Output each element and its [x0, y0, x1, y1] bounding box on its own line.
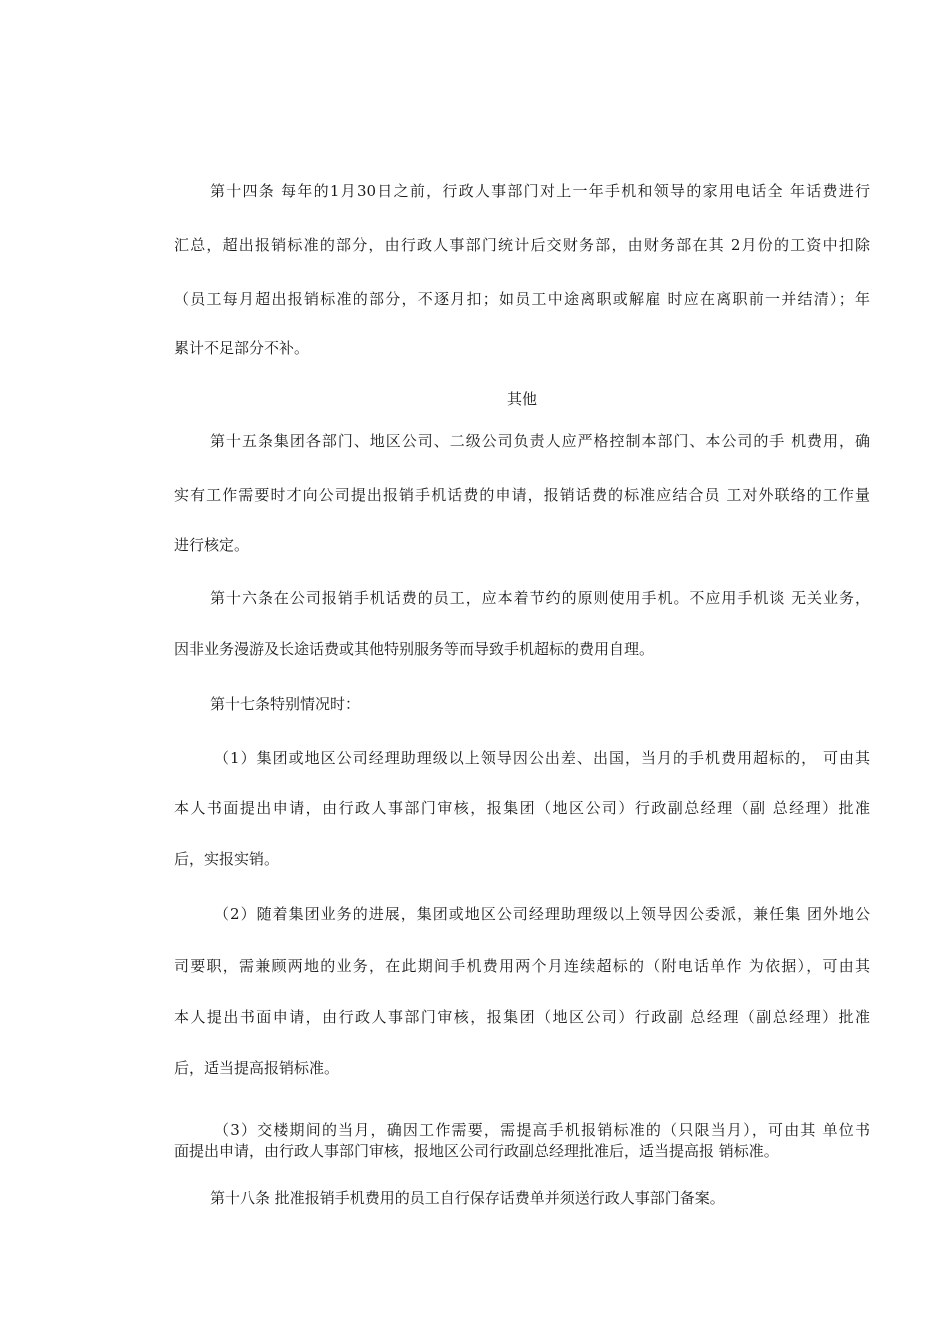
article-18-line-1: 第十八条 批准报销手机费用的员工自行保存话费单并须送行政人事部门备案。 [210, 1189, 725, 1207]
article-14-line-3: （员工每月超出报销标准的部分，不逐月扣；如员工中途离职或解雇 时应在离职前一并结清）；年 [174, 290, 870, 308]
section-heading: 其他 [506, 390, 537, 408]
article-17-item-2-line-3: 本人提出书面申请，由行政人事部门审核，报集团（地区公司）行政副 总经理（副总经理）批准 [174, 1008, 870, 1026]
article-17-item-2-line-2: 司要职，需兼顾两地的业务，在此期间手机费用两个月连续超标的（附电话单作 为依据），可由其 [174, 957, 870, 975]
article-15-line-3: 进行核定。 [174, 536, 250, 554]
article-14-line-1: 第十四条 每年的1月30日之前，行政人事部门对上一年手机和领导的家用电话全 年话费进行 [210, 182, 870, 200]
article-17-item-2-line-4: 后，适当提高报销标准。 [174, 1059, 340, 1077]
article-17-item-1-line-3: 后，实报实销。 [174, 850, 280, 868]
article-17-item-1-line-1: （1）集团或地区公司经理助理级以上领导因公出差、出国，当月的手机费用超标的， 可由其 [214, 749, 870, 767]
article-14-line-4: 累计不足部分不补。 [174, 339, 310, 357]
article-17-item-1-line-2: 本人书面提出申请，由行政人事部门审核，报集团（地区公司）行政副总经理（副 总经理）批准 [174, 799, 870, 817]
article-17-item-2-line-1: （2）随着集团业务的进展，集团或地区公司经理助理级以上领导因公委派，兼任集 团外地公 [214, 905, 870, 923]
article-14-line-2: 汇总，超出报销标准的部分，由行政人事部门统计后交财务部，由财务部在其 2月份的工资中扣除 [174, 236, 870, 254]
article-16-line-1: 第十六条在公司报销手机话费的员工，应本着节约的原则使用手机。不应用手机谈 无关业务， [210, 589, 870, 607]
article-17-item-3-line-1: （3）交楼期间的当月，确因工作需要，需提高手机报销标准的（只限当月），可由其 单位书 [214, 1121, 870, 1139]
article-15-line-1: 第十五条集团各部门、地区公司、二级公司负责人应严格控制本部门、本公司的手 机费用，确 [210, 432, 870, 450]
article-17-intro: 第十七条特别情况时： [210, 695, 361, 713]
article-17-item-3-line-2: 面提出申请，由行政人事部门审核，报地区公司行政副总经理批准后，适当提高报 销标准。 [174, 1142, 779, 1160]
article-16-line-2: 因非业务漫游及长途话费或其他特别服务等而导致手机超标的费用自理。 [174, 640, 655, 658]
article-15-line-2: 实有工作需要时才向公司提出报销手机话费的申请，报销话费的标准应结合员 工对外联络的工作量 [174, 486, 870, 504]
